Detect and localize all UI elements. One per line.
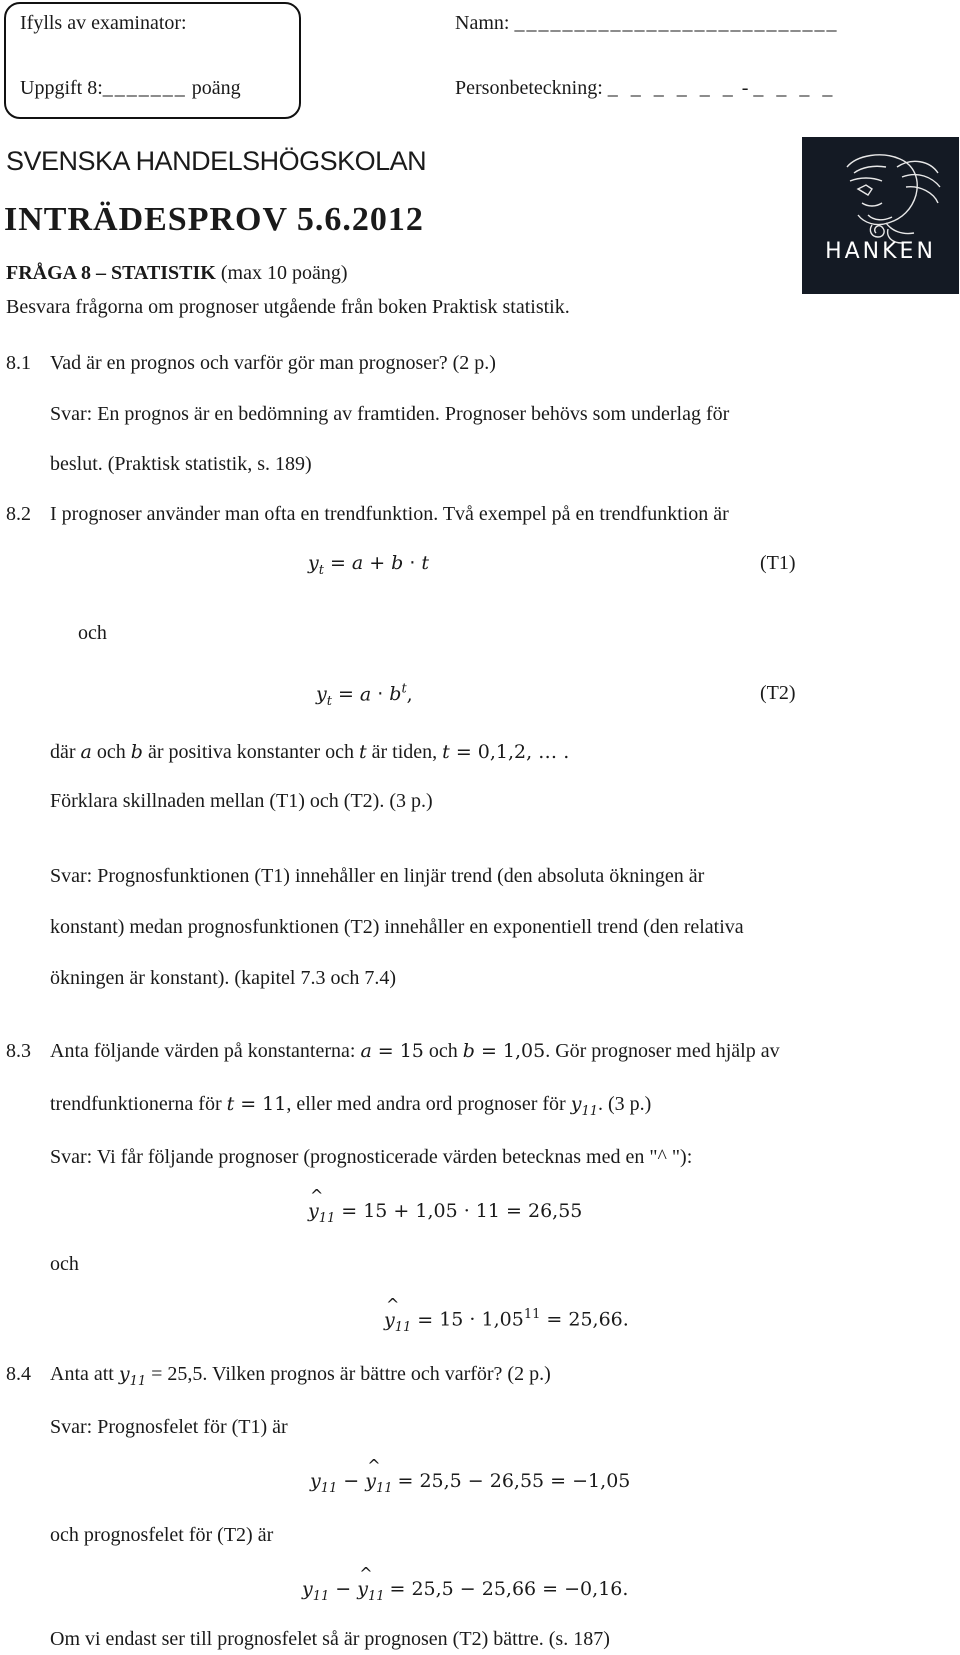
q82-text: I prognoser använder man ofta en trendfunktion. Två exempel på en trendfunktion är (50, 503, 729, 525)
q84-answer-line-2: och prognosfelet för (T2) är (50, 1524, 274, 1546)
q83-text-1: Anta följande värden på konstanterna: (50, 1040, 356, 1062)
error-t1-equation: $y_{11}$ −^ $y_{11} = 25,5 - 26,55 = -1,05$ (310, 1470, 630, 1496)
q82-answer-line-3: ökningen är konstant). (kapitel 7.3 och 7.4) (50, 967, 397, 989)
forecast-t2-base: 15 · 1,05 (439, 1308, 524, 1331)
forecast-t2-equation: ^ $y_{11} = 15 \cdot 1,05^{11} = 25,66$. (384, 1307, 629, 1334)
forecast-t2-exponent: 11 (523, 1307, 541, 1322)
question-heading: FRÅGA 8 – STATISTIK (6, 262, 216, 284)
task-label: Uppgift 8: (20, 77, 103, 99)
q83-answer: Svar: Vi får följande prognoser (prognosticerade värden betecknas med en "^ "): (50, 1146, 693, 1168)
q82-number: 8.2 (6, 503, 31, 525)
forecast-t1-equation: ^ $y_{11} = 15 + 1,05 \cdot 11 = 26,55$ (308, 1200, 582, 1226)
question-heading-line (6, 262, 348, 285)
error-t2-equation: $y_{11}$ −^ $y_{11} = 25,5 - 25,66 = -0,16$. (302, 1578, 628, 1604)
school-name: SVENSKA HANDELSHÖGSKOLAN (6, 146, 427, 176)
b-value: 1,05 (502, 1040, 546, 1062)
question-intro: Besvara frågorna om prognoser utgående från boken Praktisk statistik. (6, 296, 570, 318)
where-text-3: är positiva konstanter och (147, 741, 354, 763)
id-label: Personbeteckning: (455, 77, 603, 99)
exam-title: INTRÄDESPROV 5.6.2012 (4, 201, 424, 238)
q84-text-2: = 25,5. Vilken prognos är bättre och varför? (2 p.) (151, 1363, 551, 1385)
q81-answer-line-1: Svar: En prognos är en bedömning av framtiden. Prognoser behövs som underlag för (50, 403, 730, 425)
id-field-2[interactable]: _ _ _ _ (753, 77, 837, 99)
och-label-1: och (78, 622, 107, 644)
task-points-blank[interactable]: _______ (102, 77, 187, 99)
q83-och: och (428, 1040, 458, 1062)
question-max-points: (max 10 poäng) (220, 262, 348, 284)
id-line (455, 77, 836, 100)
formula-t1-tag: (T1) (760, 552, 796, 574)
q84-text-1: Anta att (50, 1363, 114, 1385)
q81-number: 8.1 (6, 352, 31, 374)
formula-t1: $y_t = a + b \cdot t$ (308, 552, 429, 578)
mercury-head-icon (802, 137, 959, 247)
q83-text-2: . Gör prognoser med hjälp av (545, 1040, 780, 1062)
q83-line2-text-3: . (3 p.) (597, 1093, 652, 1115)
formula-t2: $y_t = a \cdot b^t$, (316, 682, 413, 710)
q84-line-1: Anta att $y_{11} = 25,5$. Vilken prognos är bättre och varför? (2 p.) (50, 1363, 551, 1389)
formula-t2-tag: (T2) (760, 682, 796, 704)
where-text-1: där (50, 741, 76, 763)
q82-answer-line-2: konstant) medan prognosfunktionen (T2) innehåller en exponentiell trend (den relativa (50, 916, 744, 938)
logo-text: HANKEN (825, 239, 936, 264)
forecast-t1-value: 15 + 1,05 · 11 = 26,55 (363, 1200, 583, 1222)
forecast-t2-result: = 25,66. (540, 1308, 629, 1331)
q81-text: Vad är en prognos och varför gör man prognoser? (2 p.) (50, 352, 496, 374)
q82-explain: Förklara skillnaden mellan (T1) och (T2). (3 p.) (50, 790, 433, 812)
points-label: poäng (191, 77, 241, 99)
id-field-1[interactable]: _ _ _ _ _ _ (607, 77, 737, 99)
task-points-line (20, 77, 241, 100)
name-label: Namn: (455, 12, 510, 34)
q84-conclusion: Om vi endast ser till prognosfelet så är prognosen (T2) bättre. (s. 187) (50, 1628, 610, 1650)
where-text-5: 0,1,2, … . (477, 741, 570, 763)
q84-number: 8.4 (6, 1363, 31, 1385)
q82-where-line: där a och b är positiva konstanter och t är tiden, t = 0,1,2, … . (50, 741, 570, 763)
q81-answer-line-2: beslut. (Praktisk statistik, s. 189) (50, 453, 312, 475)
where-text-4: är tiden, (371, 741, 438, 763)
t-value: 11 (262, 1093, 287, 1115)
q83-line2-text-1: trendfunktionerna för (50, 1093, 222, 1115)
examiner-label: Ifylls av examinator: (20, 12, 187, 34)
q83-number: 8.3 (6, 1040, 31, 1062)
name-field[interactable]: ___________________________ (514, 12, 839, 34)
a-value: 15 (399, 1040, 424, 1062)
id-separator: - (741, 77, 749, 99)
q84-answer-line-1: Svar: Prognosfelet för (T1) är (50, 1416, 288, 1438)
q82-answer-line-1: Svar: Prognosfunktionen (T1) innehåller en linjär trend (den absoluta ökningen är (50, 865, 705, 887)
name-line (455, 12, 838, 35)
och-label-2: och (50, 1253, 79, 1275)
q83-line-1: Anta följande värden på konstanterna: a = 15 och b = 1,05. Gör prognoser med hjälp av (50, 1040, 780, 1062)
error-t2-value: = 25,5 − 25,66 = −0,16. (389, 1578, 629, 1600)
hanken-logo (802, 137, 959, 294)
error-t1-value: = 25,5 − 26,55 = −1,05 (397, 1470, 631, 1492)
where-text-2: och (96, 741, 126, 763)
q83-line-2: trendfunktionerna för t = 11, eller med andra ord prognoser för $y_{11}$. (3 p.) (50, 1093, 652, 1119)
q83-line2-text-2: , eller med andra ord prognoser för (286, 1093, 566, 1115)
